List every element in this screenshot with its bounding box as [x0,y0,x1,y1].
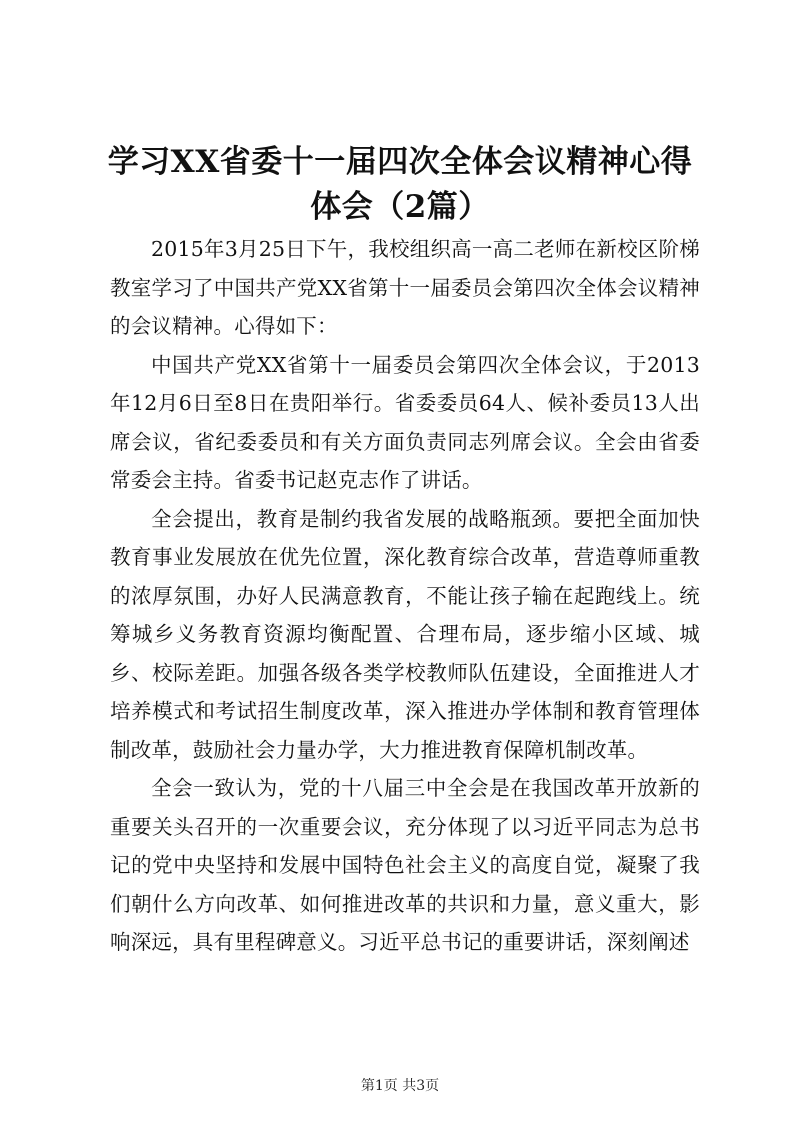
document-title: 学习XX省委十一届四次全体会议精神心得体会（2篇） [107,144,693,225]
paragraph-4: 全会一致认为，党的十八届三中全会是在我国改革开放新的重要关头召开的一次重要会议，充分体现了以习近平同志为总书记的党中央坚持和发展中国特色社会主义的高度自觉，凝聚了我们朝什么方向改革、如何推进改革的共识和力量，意义重大，影响深远，具有里程碑意义。习近平总书记的重要讲话，深刻阐述 [110,776,700,954]
paragraph-2: 中国共产党XX省第十一届委员会第四次全体会议，于2013年12月6日至8日在贵阳举行。省委委员64人、候补委员13人出席会议，省纪委委员和有关方面负责同志列席会议。全会由省委常委会主持。省委书记赵克志作了讲话。 [110,352,700,492]
paragraph-3: 全会提出，教育是制约我省发展的战略瓶颈。要把全面加快教育事业发展放在优先位置，深化教育综合改革，营造尊师重教的浓厚氛围，办好人民满意教育，不能让孩子输在起跑线上。统筹城乡义务教育资源均衡配置、合理布局，逐步缩小区域、城乡、校际差距。加强各级各类学校教师队伍建设，全面推进人才培养模式和考试招生制度改革，深入推进办学体制和教育管理体制改革，鼓励社会力量办学，大力推进教育保障机制改革。 [110,506,700,762]
document-body [110,230,700,962]
page-number-footer: 第1页 共3页 [360,1078,440,1094]
paragraph-1: 2015年3月25日下午，我校组织高一高二老师在新校区阶梯教室学习了中国共产党XX省第十一届委员会第四次全体会议精神的会议精神。心得如下： [110,237,700,338]
